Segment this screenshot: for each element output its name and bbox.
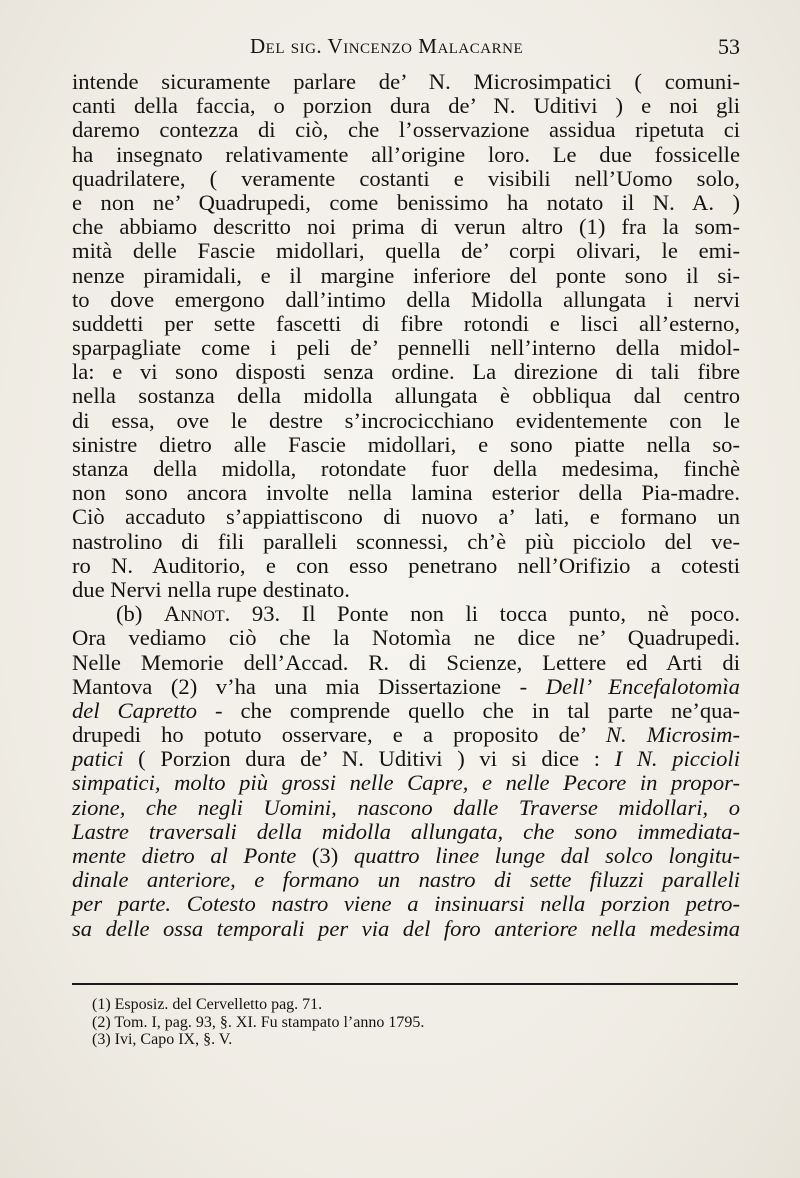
footnote: (2) Tom. I, pag. 93, §. XI. Fu stampato l’anno 1795. [92,1013,425,1031]
body-line: mità delle Fascie midollari, quella de’ corpi olivari, le emi- [72,238,740,264]
footnote-ref: (3) [311,843,339,868]
annotation-line [72,747,740,771]
italic-term: N. Microsim- [605,722,741,748]
annotation-number: 93. [251,601,281,627]
body-line: quadrilatere, ( veramente costanti e visibili nell’Uomo solo, [72,165,740,191]
body-line: daremo contezza di ciò, che l’osservazione assidua ripetuta ci [72,117,740,143]
body-line: e non ne’ Quadrupedi, come benissimo ha notato il N. A. ) [72,189,740,215]
body-line: due Nervi nella rupe destinato. [72,576,350,602]
running-head: Del sig. Vincenzo Malacarne [250,34,524,58]
body-line: di essa, ove le destre s’incrocicchiano evidentemente con le [72,407,740,433]
body-line: la: e vi sono disposti senza ordine. La direzione di tali fibre [72,359,740,385]
footnote: (1) Esposiz. del Cervelletto pag. 71. [92,996,323,1013]
quoted-text: quattro linee lunge dal solco longitu- [353,843,740,868]
annotation-line [72,675,740,699]
body-line: nella sostanza della midolla allungata è obbliqua dal centro [72,383,740,409]
main-paragraph [72,70,740,602]
quoted-line: per parte. Cotesto nastro viene a insinuarsi nella porzion petro- [72,891,740,917]
body-line: Ciò accaduto s’appiattiscono di nuovo a’ lati, e formano un [72,504,740,530]
annotation-line [72,699,740,723]
quoted-line [72,844,740,868]
annotation-text: drupedi ho potuto osservare, e a proposito de’ [72,722,586,748]
body-line: ro N. Auditorio, e con esso penetrano nell’Orifizio a cotesti [72,552,740,578]
body-line: stanza della midolla, rotondate fuor della medesima, finchè [72,456,740,481]
quoted-line: Lastre traversali della midolla allungata, che sono immediata- [72,818,740,844]
annotation-text: Mantova (2) v’ha una mia Dissertazione - [72,673,528,699]
annotation-ref: (b) [116,601,143,627]
italic-term: patici [72,746,124,772]
page-header [250,34,740,64]
body-line: che abbiamo descritto noi prima di verun altro (1) fra la som- [72,214,740,240]
footnotes [92,996,612,1049]
body-line: sparpagliate come i peli de’ pennelli nell’interno della midol- [72,335,740,361]
quoted-line: sa delle ossa temporali per via del foro anteriore nella medesima [72,915,740,941]
quoted-text: I N. piccioli [614,746,740,772]
body-line: nastrolino di fili paralleli sconnessi, ch’è più picciolo del ve- [72,528,740,554]
dissertation-title: Dell’ Encefalotomìa [545,673,740,699]
annotation-first-line [72,602,740,626]
body-line: suddetti per sette fascetti di fibre rotondi e lisci all’esterno, [72,310,740,336]
body-line: intende sicuramente parlare de’ N. Microsimpatici ( comuni- [72,69,740,94]
annotation-text: ( Porzion dura de’ N. Uditivi ) vi si dice : [138,746,600,772]
body-line: to dove emergono dall’intimo della Midolla allungata i nervi [72,286,740,312]
annotation-line: Nelle Memorie dell’Accad. R. di Scienze, Lettere ed Arti di [72,649,740,675]
page-number: 53 [718,34,740,59]
dissertation-title: del Capretto [72,697,198,723]
body-line: non sono ancora involte nella lamina esterior della Pia-madre. [72,480,740,506]
footnote-rule [72,983,738,985]
annotation-text: Il Ponte non li tocca punto, nè poco. [301,601,740,627]
quoted-line: simpatici, molto più grossi nelle Capre, e nelle Pecore in propor- [72,770,740,796]
annotation-text: - che comprende quello che in tal parte ne’qua- [215,697,740,723]
body-line: canti della faccia, o porzion dura de’ N. Uditivi ) e noi gli [72,93,740,119]
body-line: sinistre dietro alle Fascie midollari, e sono piatte nella so- [72,431,740,457]
annotation-label: Annot. [163,601,231,627]
annotation-line: Ora vediamo ciò che la Notomìa ne dice ne’ Quadrupedi. [72,625,740,651]
quoted-line: zione, che negli Uomini, nascono dalle Traverse midollari, o [72,794,740,820]
annotation-line [72,723,740,747]
quoted-text: mente dietro al Ponte [72,843,297,868]
body-text [72,70,740,941]
body-line: nenze piramidali, e il margine inferiore del ponte sono il si- [72,262,740,288]
body-line: ha insegnato relativamente all’origine loro. Le due fossicelle [72,141,740,167]
quoted-line: dinale anteriore, e formano un nastro di sette filuzzi paralleli [72,867,740,893]
footnote: (3) Ivi, Capo IX, §. V. [92,1031,233,1048]
